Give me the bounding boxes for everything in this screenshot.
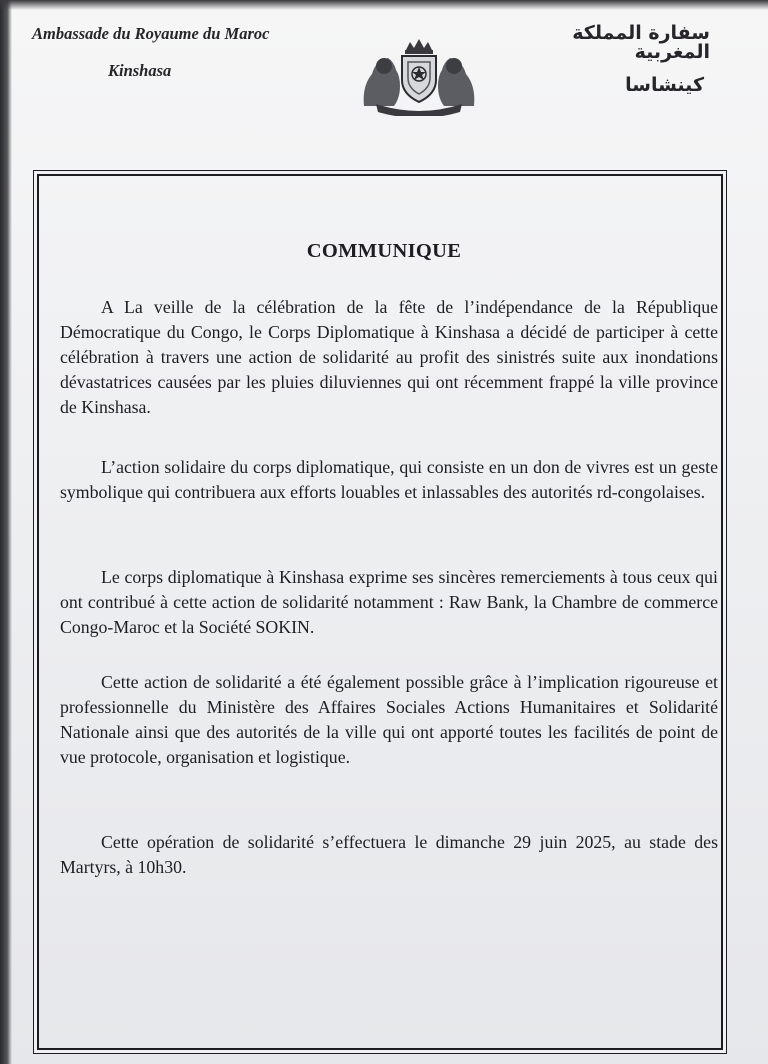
city-name-fr: Kinshasa: [108, 60, 172, 80]
document-title: COMMUNIQUE: [306, 240, 462, 262]
moroccan-coat-of-arms-icon: [356, 36, 482, 116]
paragraph-2: L’action solidaire du corps diplomatique, qui consiste en un don de vivres est un geste symbolique qui contribuera aux efforts louables et inlassables des autorités rd-congolaises.: [60, 457, 718, 502]
paragraph-1: A La veille de la célébration de la fête de l’indépendance de la République Démocratique du Congo, le Corps Diplomatique à Kinshasa a décidé de participer à cette célébration à travers une action de solidarité au profit des sinistrés suite aux inondations dévastatrices causées par les pluies diluviennes qui ont récemment frappé la ville province de Kinshasa.: [60, 297, 718, 417]
top-edge-shadow: [0, 0, 768, 10]
letterhead-arabic: [510, 24, 710, 95]
city-name-ar: كينشاسا: [625, 74, 704, 96]
embassy-name-ar: سفارة المملكة المغربية: [572, 22, 710, 63]
paragraph-5: Cette opération de solidarité s’effectuera le dimanche 29 juin 2025, au stade des Martyrs, à 10h30.: [60, 832, 718, 877]
paragraph-4: Cette action de solidarité a été également possible grâce à l’implication rigoureuse et professionnelle du Ministère des Affaires Sociales Actions Humanitaires et Solidarité Nationale ainsi que des autorités de la ville qui ont apporté toutes les facilités de point de vue protocole, organisation et logistique.: [60, 672, 718, 767]
embassy-name-fr: Ambassade du Royaume du Maroc: [32, 24, 270, 43]
page-edge-shadow: [0, 0, 12, 1064]
letterhead-french: [32, 26, 312, 79]
paragraph-3: Le corps diplomatique à Kinshasa exprime ses sincères remerciements à tous ceux qui ont contribué à cette action de solidarité notamment : Raw Bank, la Chambre de commerce Congo-Maroc et la Société SOKIN.: [60, 567, 718, 637]
